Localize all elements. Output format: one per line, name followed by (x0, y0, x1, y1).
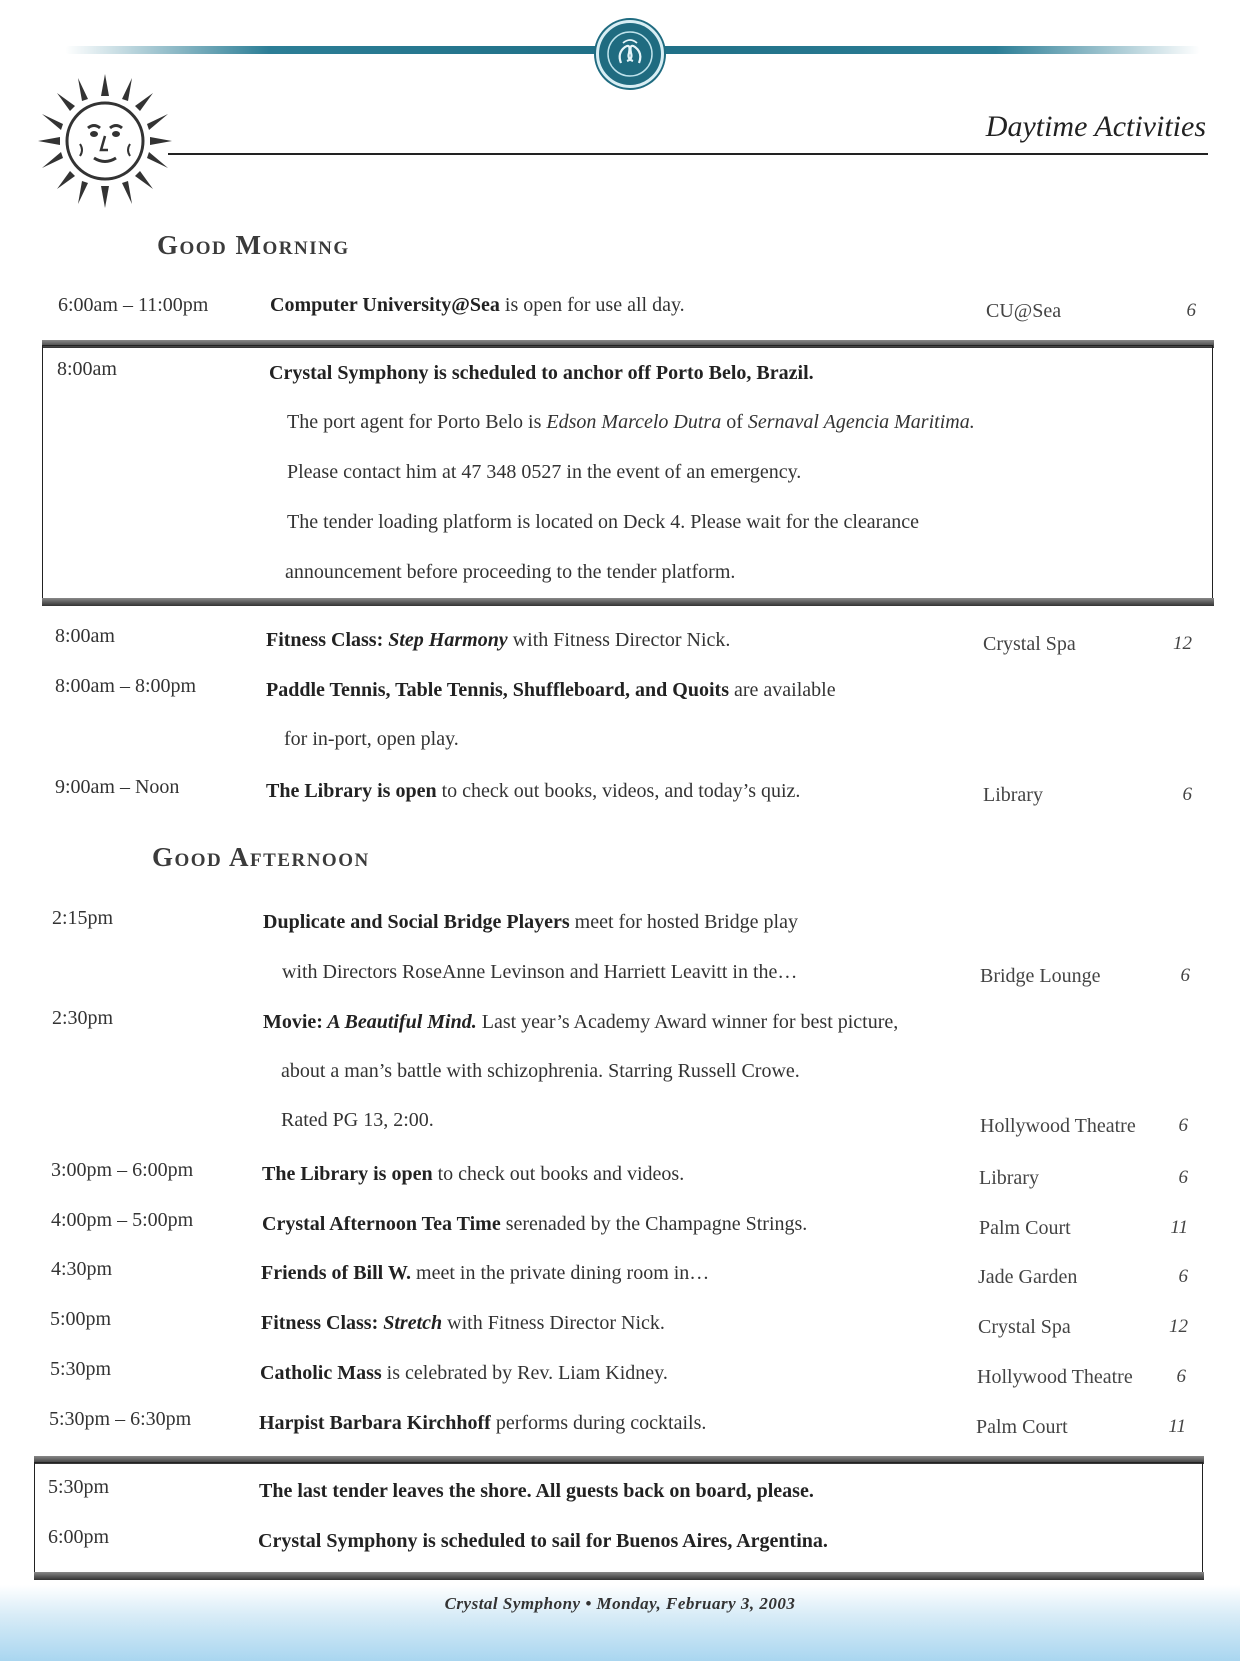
port-contact-line: Please contact him at 47 348 0527 in the event of an emergency. (287, 461, 802, 483)
row-time: 8:00am (55, 625, 115, 647)
row-description-cont: about a man’s battle with schizophrenia. Starring Russell Crowe. (281, 1060, 800, 1082)
row-description: The Library is open to check out books and videos. (262, 1163, 685, 1185)
row-time: 5:30pm (48, 1476, 110, 1498)
row-venue: Bridge Lounge (980, 965, 1101, 987)
row-description: Crystal Symphony is scheduled to sail for Buenos Aires, Argentina. (258, 1530, 828, 1552)
port-tender-line-2: announcement before proceeding to the tender platform. (285, 561, 736, 583)
row-venue: Library (979, 1167, 1039, 1189)
row-time: 4:00pm – 5:00pm (51, 1209, 194, 1231)
row-deck: 6 (1178, 1167, 1188, 1188)
row-time: 3:00pm – 6:00pm (51, 1159, 194, 1181)
row-description: The Library is open to check out books, videos, and today’s quiz. (266, 780, 801, 802)
row-deck: 11 (1168, 1416, 1186, 1437)
row-description: Paddle Tennis, Table Tennis, Shuffleboard, and Quoits are available (266, 679, 836, 701)
page-footer: Crystal Symphony • Monday, February 3, 2003 (444, 1594, 796, 1613)
row-deck: 6 (1180, 965, 1190, 986)
row-description: Friends of Bill W. meet in the private dining room in… (261, 1262, 710, 1284)
port-box-bottom-rule (42, 598, 1214, 606)
row-time: 5:00pm (50, 1308, 112, 1330)
section-good-morning: Good Morning (157, 230, 350, 260)
row-deck: 11 (1170, 1217, 1188, 1238)
row-description: Duplicate and Social Bridge Players meet for hosted Bridge play (263, 911, 798, 933)
row-description: Movie: A Beautiful Mind. Last year’s Academy Award winner for best picture, (263, 1011, 899, 1033)
port-agent-line: The port agent for Porto Belo is Edson Marcelo Dutra of Sernaval Agencia Maritima. (287, 411, 975, 433)
row-time: 5:30pm – 6:30pm (49, 1408, 192, 1430)
row-description: The last tender leaves the shore. All guests back on board, please. (259, 1480, 814, 1502)
row-description: Catholic Mass is celebrated by Rev. Liam Kidney. (260, 1362, 668, 1384)
row-time: 8:00am – 8:00pm (55, 675, 197, 697)
row-deck: 6 (1178, 1266, 1188, 1287)
row-venue: Library (983, 784, 1043, 806)
row-venue: Hollywood Theatre (980, 1115, 1136, 1137)
row-deck: 12 (1173, 633, 1192, 654)
row-time: 8:00am (57, 358, 117, 380)
row-venue: Hollywood Theatre (977, 1366, 1133, 1388)
row-deck: 6 (1186, 300, 1196, 321)
row-description: Fitness Class: Stretch with Fitness Director Nick. (261, 1312, 665, 1334)
row-venue: Palm Court (979, 1217, 1071, 1239)
row-time: 2:15pm (52, 907, 114, 929)
title-rule (168, 153, 1208, 155)
row-deck: 12 (1169, 1316, 1188, 1337)
row-deck: 6 (1178, 1115, 1188, 1136)
row-time: 5:30pm (50, 1358, 112, 1380)
row-venue: Palm Court (976, 1416, 1068, 1438)
row-time: 6:00am – 11:00pm (58, 294, 209, 316)
row-deck: 6 (1176, 1366, 1186, 1387)
row-venue: Crystal Spa (978, 1316, 1071, 1338)
row-time: 2:30pm (52, 1007, 114, 1029)
row-time: 9:00am – Noon (55, 776, 180, 798)
row-venue: Crystal Spa (983, 633, 1076, 655)
port-headline: Crystal Symphony is scheduled to anchor off Porto Belo, Brazil. (269, 362, 814, 384)
row-deck: 6 (1182, 784, 1192, 805)
row-description-cont: for in-port, open play. (284, 728, 459, 750)
row-time: 4:30pm (51, 1258, 113, 1280)
section-good-afternoon: Good Afternoon (152, 842, 370, 872)
page-title: Daytime Activities (985, 110, 1206, 143)
row-time: 6:00pm (48, 1526, 110, 1548)
row-description-cont: with Directors RoseAnne Levinson and Harriett Leavitt in the… (282, 961, 798, 983)
row-description-cont: Rated PG 13, 2:00. (281, 1109, 434, 1131)
tender-box-bottom-rule (34, 1572, 1204, 1580)
row-description: Computer University@Sea is open for use all day. (270, 294, 685, 316)
sun-face-icon (30, 66, 180, 216)
port-tender-line: The tender loading platform is located on Deck 4. Please wait for the clearance (287, 511, 919, 533)
row-venue: CU@Sea (986, 300, 1062, 322)
row-description: Crystal Afternoon Tea Time serenaded by the Champagne Strings. (262, 1213, 808, 1235)
row-description: Harpist Barbara Kirchhoff performs during cocktails. (259, 1412, 707, 1434)
row-venue: Jade Garden (978, 1266, 1078, 1288)
seahorse-emblem-icon (596, 20, 664, 88)
row-description: Fitness Class: Step Harmony with Fitness Director Nick. (266, 629, 731, 651)
